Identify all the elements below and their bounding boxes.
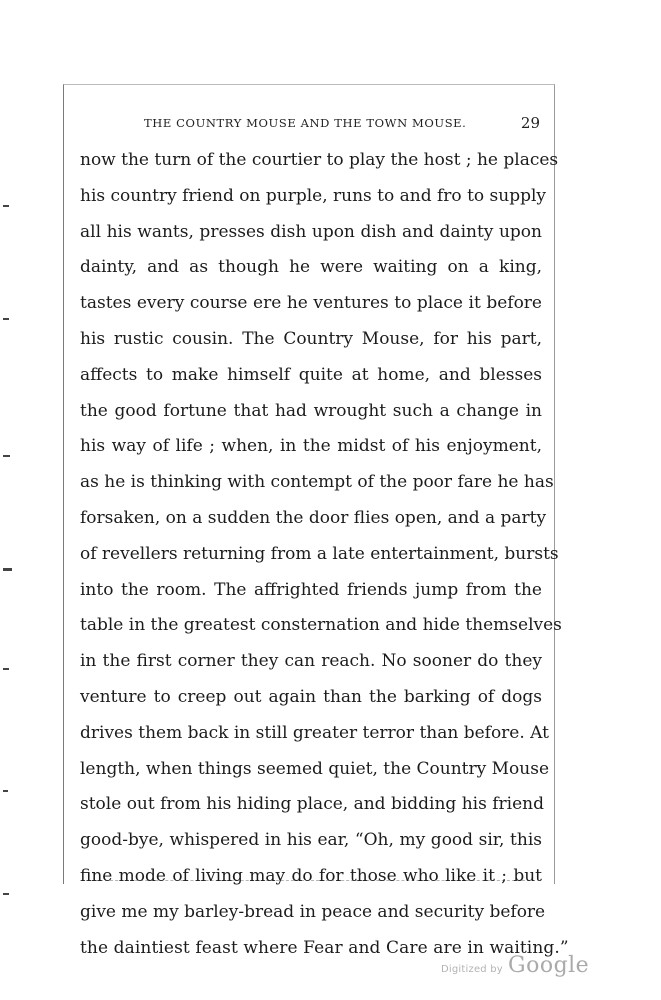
text-line: dainty, and as though he were waiting on a king,	[80, 257, 542, 278]
margin-mark	[3, 893, 9, 895]
text-line: his country friend on purple, runs to and fro to supply	[80, 185, 547, 206]
text-line: give me my barley-bread in peace and security before	[80, 901, 546, 922]
text-line: his rustic cousin. The Country Mouse, for his part,	[80, 328, 542, 349]
text-line: drives them back in still greater terror than before. At	[80, 722, 549, 743]
text-line: the daintiest feast where Fear and Care are in waiting.”	[80, 937, 569, 958]
text-line: fine mode of living may do for those who like it ; but	[80, 865, 542, 886]
margin-mark	[3, 318, 9, 320]
running-title: THE COUNTRY MOUSE AND THE TOWN MOUSE.	[144, 116, 467, 130]
text-line: length, when things seemed quiet, the Country Mouse	[80, 758, 550, 779]
google-logo: Google	[508, 953, 590, 978]
text-line: now the turn of the courtier to play the host ; he places	[80, 150, 559, 170]
margin-mark	[3, 790, 8, 792]
text-line: venture to creep out again than the barking of dogs	[80, 686, 542, 707]
digitized-watermark	[441, 953, 589, 978]
text-line: the good fortune that had wrought such a change in	[80, 400, 542, 421]
text-line: in the first corner they can reach. No sooner do they	[80, 651, 542, 672]
text-line: of revellers returning from a late entertainment, bursts	[80, 543, 559, 564]
margin-mark	[3, 668, 9, 670]
text-line: his way of life ; when, in the midst of his enjoyment,	[80, 436, 542, 457]
body-text	[80, 143, 569, 966]
watermark-prefix: Digitized by	[441, 964, 503, 975]
text-line: good-bye, whispered in his ear, “Oh, my good sir, this	[80, 830, 542, 851]
running-head	[78, 116, 546, 136]
margin-mark	[3, 455, 10, 457]
page-number: 29	[520, 114, 540, 132]
text-line: as he is thinking with contempt of the poor fare he has	[80, 472, 554, 493]
text-line: into the room. The affrighted friends jump from the	[80, 579, 542, 600]
text-line: stole out from his hiding place, and bidding his friend	[80, 794, 544, 815]
margin-mark	[3, 205, 9, 207]
text-line: table in the greatest consternation and hide themselves	[80, 615, 562, 636]
text-line: affects to make himself quite at home, and blesses	[80, 364, 542, 385]
text-line: forsaken, on a sudden the door flies open, and a party	[80, 507, 547, 528]
margin-mark	[3, 568, 12, 571]
text-line: tastes every course ere he ventures to place it before	[80, 293, 542, 314]
text-line: all his wants, presses dish upon dish and dainty upon	[80, 221, 542, 242]
